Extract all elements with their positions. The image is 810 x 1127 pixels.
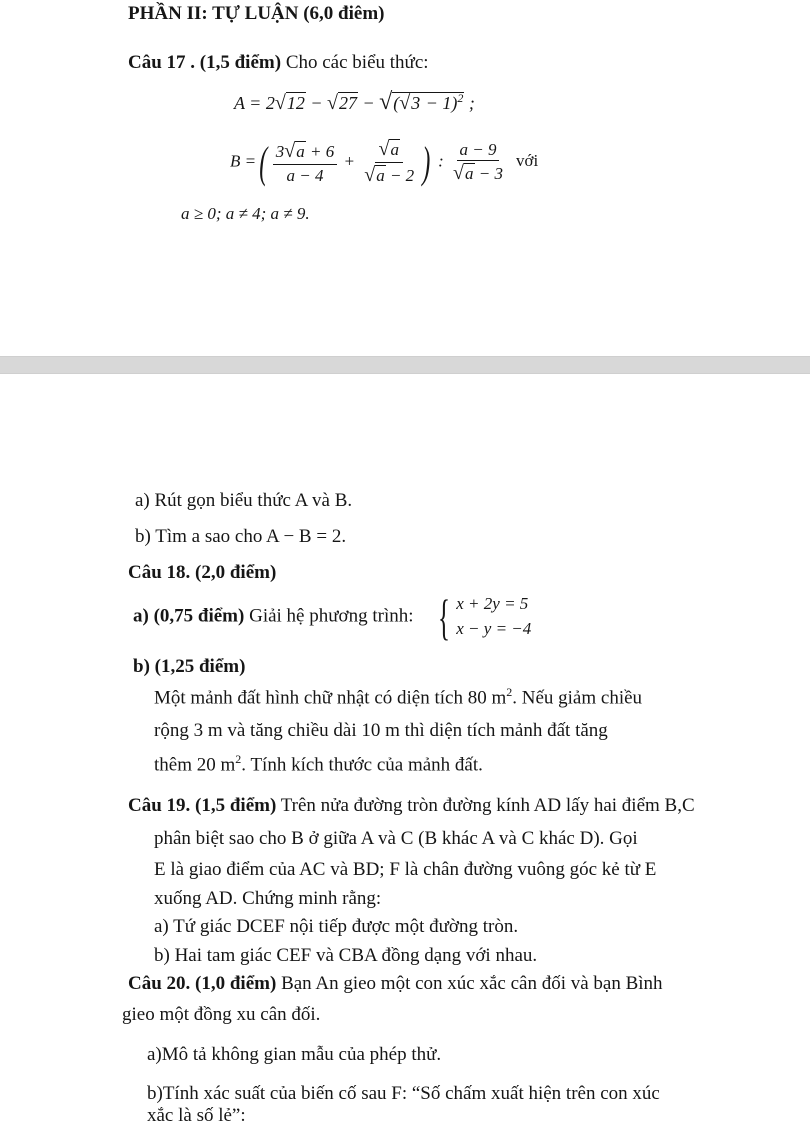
q18-b-line1-tail: . Nếu giảm chiều (512, 687, 643, 709)
expr-b-plus: + (339, 151, 360, 171)
expr-a-end: ; (464, 93, 475, 113)
f3-num: a − 9 (457, 140, 500, 162)
sqrt-27: √27 (326, 92, 357, 114)
q18-b-line1-text: Một mảnh đất hình chữ nhật có diện tích 80 m (154, 687, 507, 709)
q19-part-b: b) Hai tam giác CEF và CBA đồng dạng với nhau. (154, 945, 538, 966)
expr-a-lhs: A = 2 (234, 93, 275, 113)
sqrt-outer: $√(√3 - 1)^2$ (379, 89, 464, 115)
fraction-1: $\frac{3√a + 6}{a - 4}$ (273, 140, 337, 186)
q17-expression-b: B =( $\frac{3√a + 6}{a - 4}$ + $\frac{√a}{√a - 2}$ ) : $\frac{a - 9}{√a - 3}$ với (230, 137, 539, 187)
sqrt-3: √3 (399, 92, 421, 114)
fraction-2: $\frac{√a}{√a - 2}$ (364, 138, 415, 186)
q17-intro: Cho các biểu thức: (285, 52, 429, 73)
expr-a-exponent: 2 (457, 91, 464, 105)
q19-line1-text: Trên nửa đường tròn đường kính AD lấy hai điểm B,C (276, 795, 695, 816)
q20-part-b-2: xắc là số lẻ”: (147, 1105, 246, 1126)
sqrt-27-value: 27 (338, 93, 357, 113)
q20-line-1 (128, 973, 663, 995)
expr-b-voi: với (515, 151, 539, 171)
expr-b-colon: : (433, 151, 449, 171)
expr-b-lhs: B = (230, 151, 257, 171)
expr-a-minus-2: − (357, 93, 380, 113)
q18-b-line3-tail: . Tính kích thước của mảnh đất. (241, 754, 483, 776)
q18-b-line3-sup: 2 (235, 752, 242, 766)
q19-line-4: xuống AD. Chứng minh rằng: (154, 888, 382, 909)
q18-part-b-line-2: rộng 3 m và tăng chiều dài 10 m thì diện tích mảnh đất tăng (154, 720, 608, 741)
q19-line-1 (128, 795, 695, 817)
q17-expression-a (234, 89, 475, 117)
sqrt-12: √12 (274, 92, 305, 114)
sqrt-12-value: 12 (286, 93, 305, 113)
sqrt-3-value: 3 (411, 93, 421, 113)
q18-part-a-text: Giải hệ phương trình: (244, 605, 414, 627)
q17-title: Câu 17 . (1,5 điểm) (128, 52, 282, 73)
page-gap-band (0, 356, 810, 374)
q17-condition: a ≥ 0; a ≠ 4; a ≠ 9. (181, 204, 310, 223)
q20-title: Câu 20. (1,0 điểm) (128, 973, 277, 994)
f3-den-post: − 3 (474, 164, 503, 184)
q18-part-a-label: a) (0,75 điểm) (133, 605, 245, 627)
q20-part-a: a)Mô tả không gian mẫu của phép thử. (147, 1044, 442, 1065)
f2-num-rad: a (390, 140, 399, 159)
q18-part-b-line-1 (154, 686, 642, 709)
q18-b-line3-text: thêm 20 m (154, 754, 236, 776)
equation-1: x + 2y = 5 (456, 594, 529, 614)
equation-system (456, 592, 531, 641)
expr-a-minus-1: − (305, 93, 327, 113)
expr-a-inner-tail: − 1 (421, 93, 452, 113)
q19-title: Câu 19. (1,5 điểm) (128, 795, 277, 816)
q18-b-line1-sup: 2 (506, 685, 513, 699)
f1-num-rad: a (296, 141, 305, 161)
q18-part-a: a) (0,75 điểm) Giải hệ phương trình: { x + 2y = 5 x − y = −4 (133, 589, 532, 645)
q20-part-b: b)Tính xác suất của biến cố sau F: “Số chấm xuất hiện trên con xúc (147, 1083, 660, 1104)
f1-num-post: + 6 (305, 141, 335, 161)
q18-part-b-line-3 (154, 753, 483, 776)
q17-part-b: b) Tìm a sao cho A − B = 2. (135, 526, 347, 547)
q19-line-2: phân biệt sao cho B ở giữa A và C (B khác A và C khác D). Gọi (154, 828, 638, 849)
q19-part-a: a) Tứ giác DCEF nội tiếp được một đường tròn. (154, 916, 519, 937)
q20-line-2: gieo một đồng xu cân đối. (122, 1004, 321, 1025)
equation-2: x − y = −4 (456, 619, 532, 638)
q17-part-a: a) Rút gọn biểu thức A và B. (135, 490, 353, 511)
f3-den-rad: a (465, 164, 474, 184)
q18-title: Câu 18. (2,0 điểm) (128, 562, 277, 583)
q17-title-line (128, 52, 429, 74)
f2-den-rad: a (376, 166, 385, 185)
section-header: PHẦN II: TỰ LUẬN (6,0 điêm) (128, 3, 385, 24)
f1-num-pre: 3 (275, 141, 285, 161)
f1-den: a − 4 (286, 165, 324, 185)
f2-den-post: − 2 (385, 166, 415, 185)
q20-line1-text: Bạn An gieo một con xúc xắc cân đối và bạn Bình (276, 973, 663, 994)
fraction-3: $\frac{a - 9}{√a - 3}$ (453, 139, 503, 185)
q19-line-3: E là giao điểm của AC và BD; F là chân đường vuông góc kẻ từ E (154, 859, 657, 880)
q18-part-b-label: b) (1,25 điểm) (133, 656, 246, 677)
